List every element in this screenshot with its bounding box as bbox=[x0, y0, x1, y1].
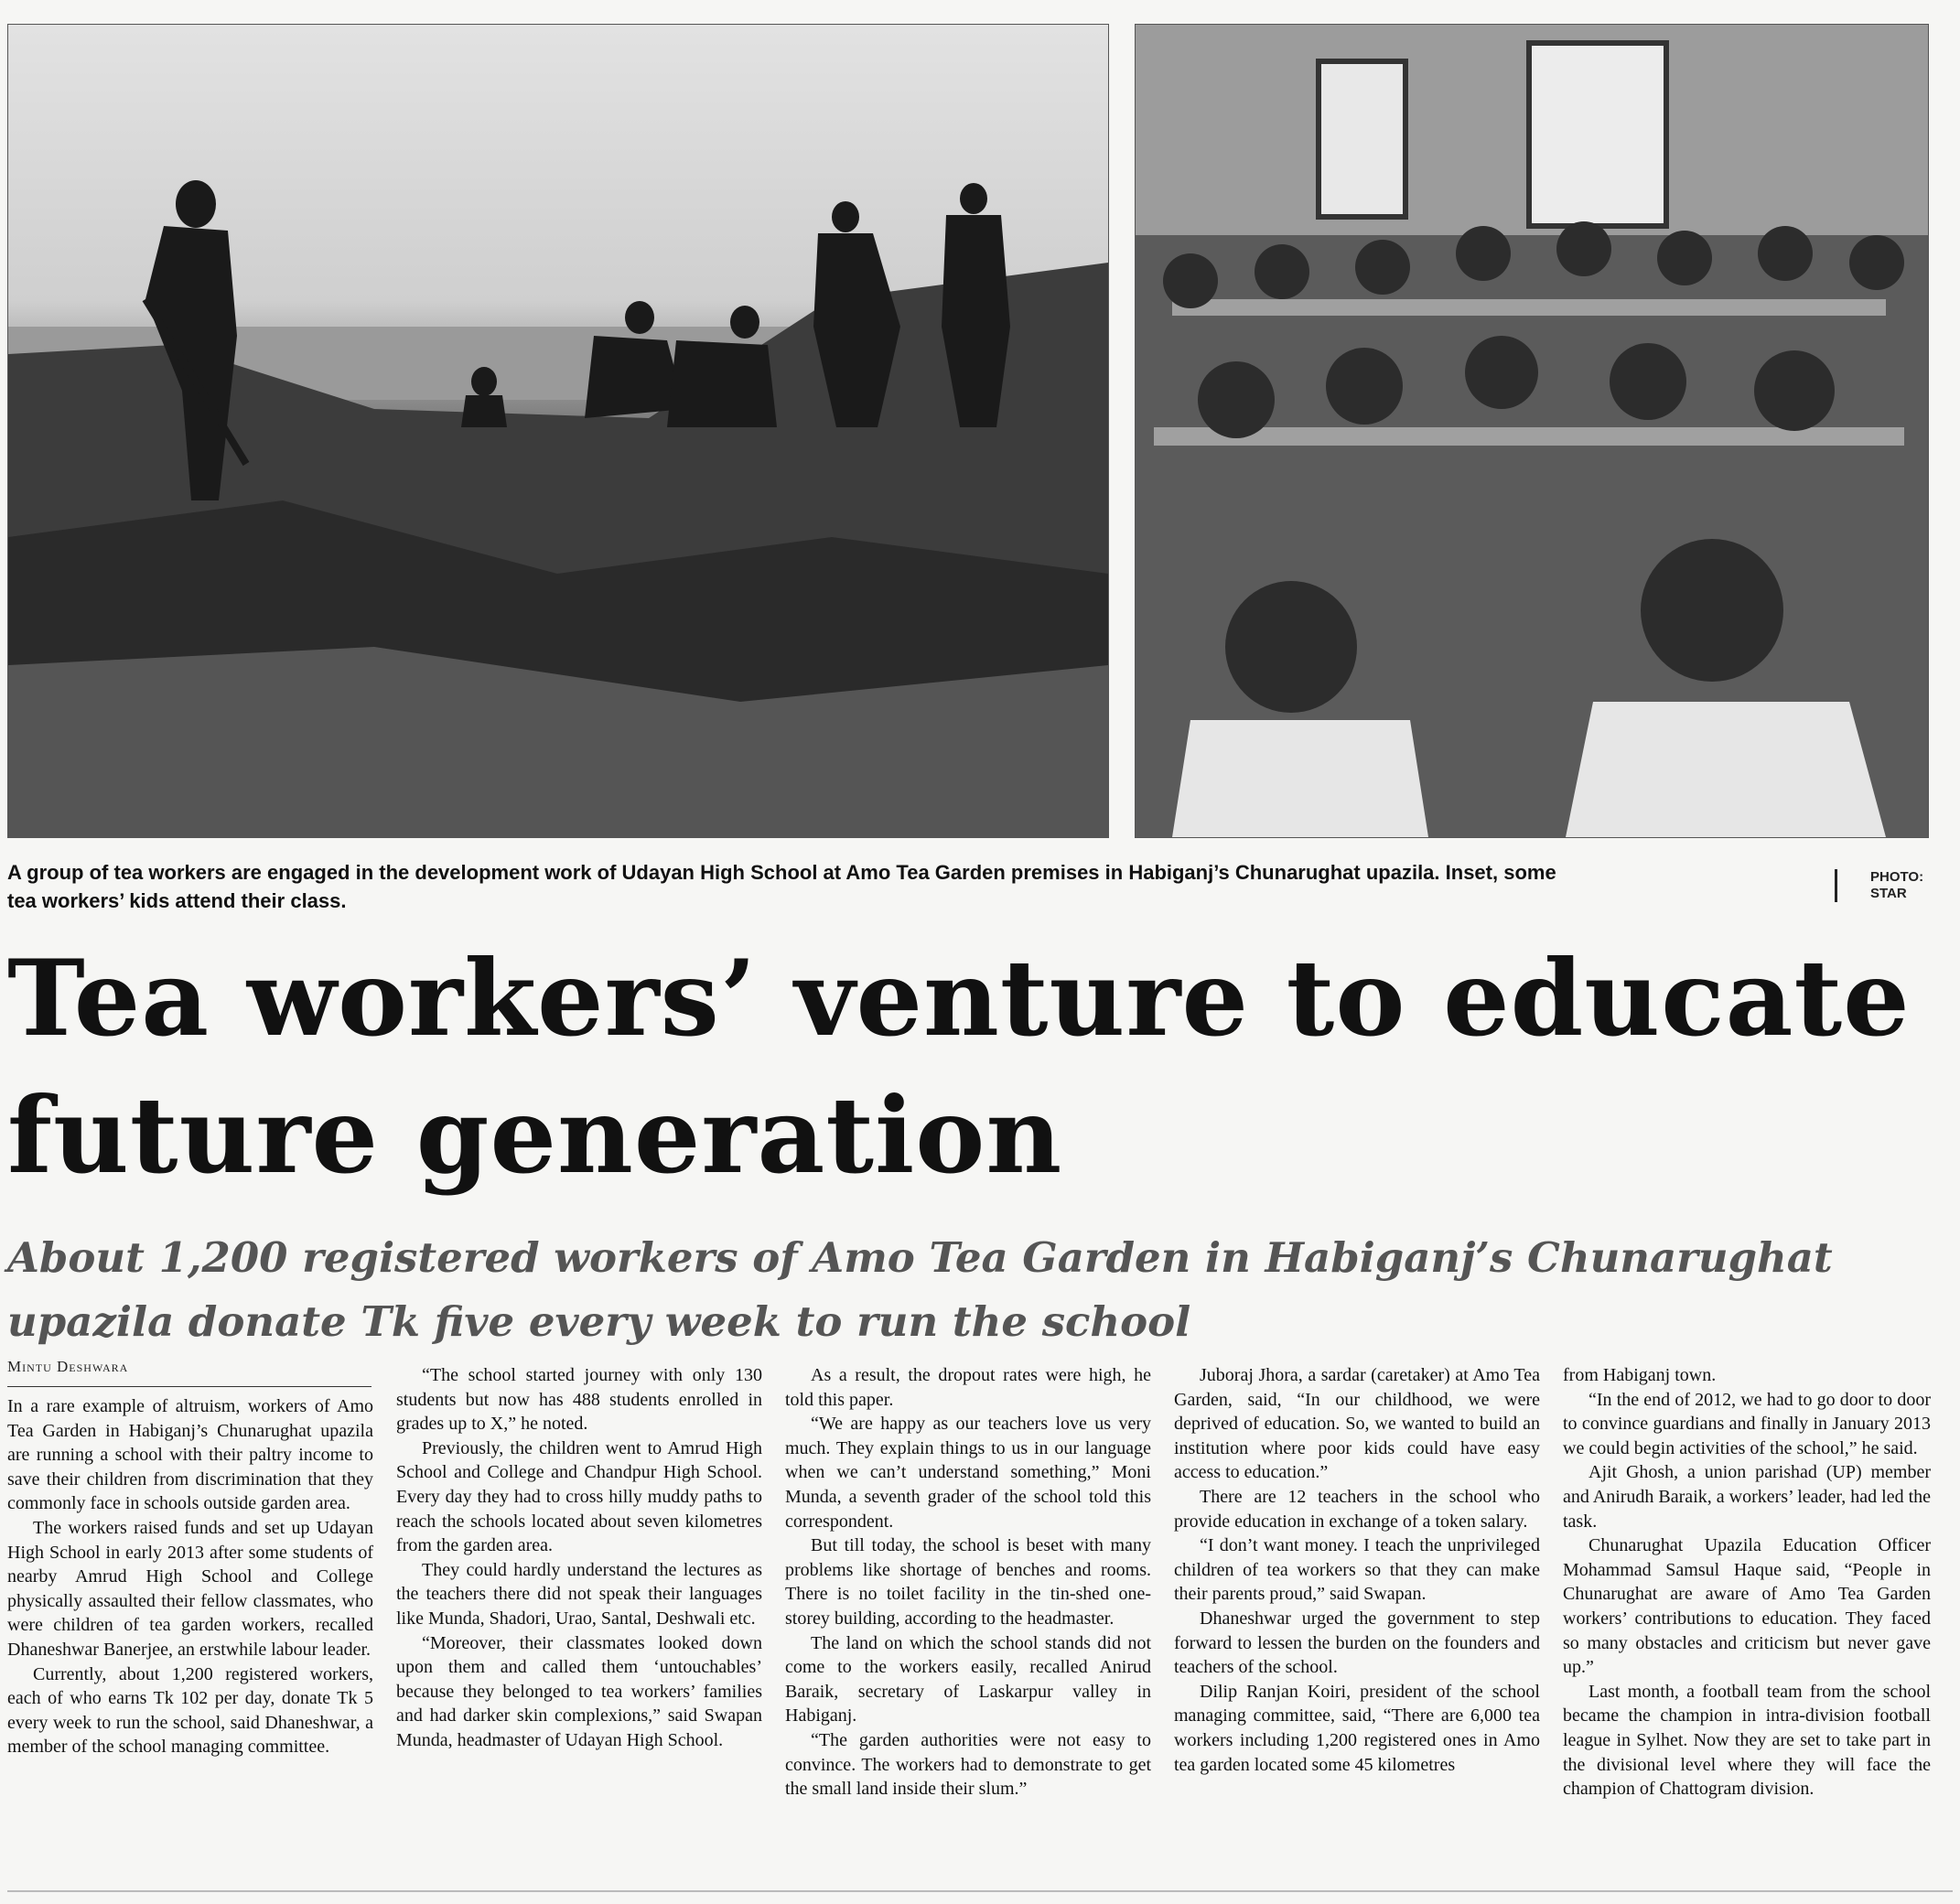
paragraph: The land on which the school stands did not come to the workers easily, recalled Anirud Baraik, secretary of Laskarpur valley in Habiganj. bbox=[785, 1632, 1151, 1727]
paragraph: Last month, a football team from the school became the champion in intra-division football league in Sylhet. Now they are set to take part in the divisional level where they will face the champion of Chattogram division. bbox=[1563, 1681, 1931, 1800]
paragraph: As a result, the dropout rates were high, he told this paper. bbox=[785, 1365, 1151, 1410]
photo-credit-label: PHOTO: bbox=[1870, 869, 1924, 885]
classroom-photo bbox=[1135, 24, 1929, 838]
paragraph: “The school started journey with only 130 students but now has 488 students enrolled in grades up to X,” he noted. bbox=[396, 1365, 762, 1435]
byline-rule bbox=[7, 1386, 372, 1387]
paragraph: from Habiganj town. bbox=[1563, 1365, 1717, 1385]
paragraph: Juboraj Jhora, a sardar (caretaker) at Amo Tea Garden, said, “In our childhood, we were deprived of education. So, we wanted to build an institution where poor kids could have easy access to education.” bbox=[1174, 1365, 1540, 1483]
photo-credit bbox=[1870, 869, 1953, 902]
article-column-3 bbox=[785, 1363, 1151, 1802]
paragraph: “I don’t want money. I teach the unprivileged children of tea workers so that they can make their parents proud,” said Swapan. bbox=[1174, 1535, 1540, 1605]
paragraph: Currently, about 1,200 registered workers, each of who earns Tk 102 per day, donate Tk 5 every week to run the school, said Dhaneshwar, a member of the school managing committee. bbox=[7, 1663, 373, 1758]
paragraph: Ajit Ghosh, a union parishad (UP) member and Anirudh Baraik, a workers’ leader, had led the task. bbox=[1563, 1462, 1932, 1532]
paragraph: Dhaneshwar urged the government to step forward to lessen the burden on the founders and teachers of the school. bbox=[1174, 1608, 1540, 1678]
paragraph: There are 12 teachers in the school who provide education in exchange of a token salary. bbox=[1174, 1486, 1540, 1532]
paragraph: “We are happy as our teachers love us very much. They explain things to us in our language when we can’t understand something,” Moni Munda, a seventh grader of the school told this correspondent. bbox=[785, 1414, 1151, 1532]
paragraph: Previously, the children went to Amrud High School and College and Chandpur High School. Every day they had to cross hilly muddy paths to reach the schools located about seven kilometres from the garden area. bbox=[396, 1437, 762, 1556]
photo-caption: A group of tea workers are engaged in the development work of Udayan High School at Amo Tea Garden premises in Habiganj’s Chunarughat upazila. Inset, some tea workers’ kids attend their class. bbox=[7, 861, 1556, 912]
classroom-photo-illustration bbox=[1136, 25, 1928, 837]
paragraph: In a rare example of altruism, workers of Amo Tea Garden in Habiganj’s Chunarughat upazila are running a school with their paltry income to save their children from discrimination that they commonly face in schools outside garden area. bbox=[7, 1396, 373, 1514]
credit-divider bbox=[1835, 869, 1837, 902]
article-column-2 bbox=[396, 1363, 762, 1753]
article-column-1 bbox=[7, 1394, 373, 1759]
page-bottom-rule bbox=[7, 1890, 1953, 1892]
paragraph: They could hardly understand the lectures as the teachers there did not speak their languages like Munda, Shadori, Urao, Santal, Deshwali etc. bbox=[396, 1559, 762, 1629]
paragraph: Chunarughat Upazila Education Officer Mohammad Samsul Haque said, “People in Chunarughat are aware of Amo Tea Garden workers’ contributions to education. They faced so many obstacles and criticism but never gave up.” bbox=[1563, 1535, 1931, 1678]
paragraph: “In the end of 2012, we had to go door to door to convince guardians and finally in January 2013 we could begin activities of the school,” he said. bbox=[1563, 1389, 1931, 1458]
paragraph: But till today, the school is beset with many problems like shortage of benches and rooms. There is no toilet facility in the tin-shed one-storey building, according to the headmaster. bbox=[785, 1535, 1151, 1629]
tea-workers-photo-illustration bbox=[8, 25, 1108, 837]
subheadline: About 1,200 registered workers of Amo Tea Garden in Habiganj’s Chunarughat upazila donate Tk five every week to run the school bbox=[7, 1233, 1833, 1346]
headline: Tea workers’ venture to educate future generation bbox=[7, 937, 1911, 1197]
byline: Mintu Deshwara bbox=[7, 1358, 129, 1375]
paragraph: Dilip Ranjan Koiri, president of the school managing committee, said, “There are 6,000 tea workers including 1,200 registered ones in Amo tea garden located some 45 kilometres bbox=[1174, 1681, 1540, 1775]
photo-credit-source: STAR bbox=[1870, 886, 1907, 901]
article-column-4 bbox=[1174, 1363, 1540, 1777]
paragraph: “Moreover, their classmates looked down upon them and called them ‘untouchables’ because they belonged to tea workers’ families and had darker skin complexions,” said Swapan Munda, headmaster of Udayan High School. bbox=[396, 1632, 762, 1750]
article-column-5 bbox=[1563, 1363, 1931, 1802]
tea-workers-photo bbox=[7, 24, 1109, 838]
paragraph: “The garden authorities were not easy to convince. The workers had to demonstrate to get the small land inside their slum.” bbox=[785, 1729, 1151, 1800]
paragraph: The workers raised funds and set up Udayan High School in early 2013 after some students of nearby Amrud High School and College physically assaulted their fellow classmates, who were children of tea garden workers, recalled Dhaneshwar Banerjee, an erstwhile labour leader. bbox=[7, 1517, 373, 1660]
